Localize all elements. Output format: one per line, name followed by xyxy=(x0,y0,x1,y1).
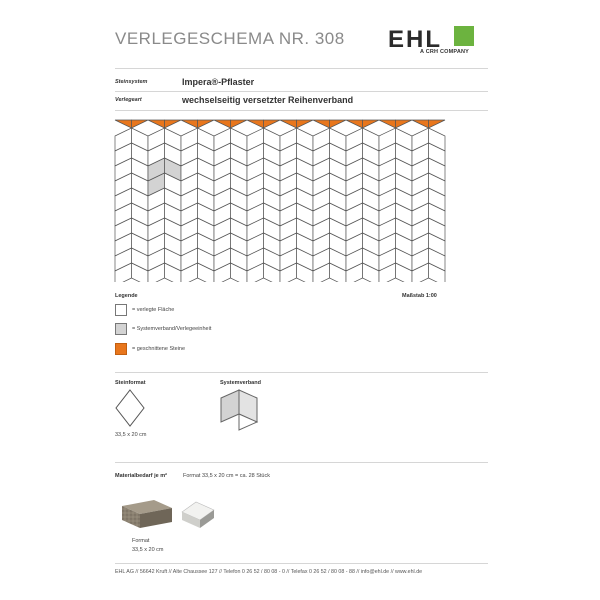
legend-swatch-cut xyxy=(115,343,127,355)
logo-subtitle: A CRH COMPANY xyxy=(420,49,470,55)
cut-stone xyxy=(165,120,182,128)
stone-format-icon xyxy=(113,388,147,428)
divider xyxy=(115,68,488,69)
cut-stone xyxy=(247,120,264,128)
cut-stone xyxy=(363,120,380,128)
systemverband-title: Systemverband xyxy=(220,380,261,386)
cut-stone xyxy=(198,120,215,128)
cut-stone xyxy=(429,120,446,128)
legend-text-unit: = Systemverband/Verlegeeinheit xyxy=(132,326,212,332)
legend-title: Legende xyxy=(115,293,138,299)
format-dims: 33,5 x 20 cm xyxy=(132,547,164,553)
steinsystem-label: Steinsystem xyxy=(115,79,148,85)
steinsystem-value: Impera®-Pflaster xyxy=(182,77,255,87)
logo-green-square xyxy=(454,26,474,46)
footer-contact: EHL AG // 56642 Kruft // Alte Chaussee 127 // Telefon 0 26 52 / 80 08 - 0 // Telefax 0 26 52 / 80 08 - 88 // info@ehl.de // www.ehl.de xyxy=(115,569,423,575)
cut-stone xyxy=(115,120,132,128)
cut-stone xyxy=(181,120,198,128)
cut-stone xyxy=(297,120,314,128)
steinformat-title: Steinformat xyxy=(115,380,146,386)
cut-stone xyxy=(396,120,413,128)
scale-label: Maßstab 1:00 xyxy=(402,293,437,299)
page-title: VERLEGESCHEMA NR. 308 xyxy=(115,29,345,48)
cut-stone xyxy=(330,120,347,128)
cut-stone xyxy=(313,120,330,128)
cut-stone xyxy=(412,120,429,128)
legend-text-laid: = verlegte Fläche xyxy=(132,307,175,313)
cut-stone xyxy=(280,120,297,128)
steinformat-dims: 33,5 x 20 cm xyxy=(115,432,147,438)
cut-stone xyxy=(346,120,363,128)
logo-wordmark: EHL xyxy=(388,26,442,53)
ehl-logo xyxy=(388,24,488,58)
cut-stone xyxy=(379,120,396,128)
material-title: Materialbedarf je m² xyxy=(115,473,167,479)
legend-text-cut: = geschnittene Steine xyxy=(132,346,186,352)
laying-pattern-drawing xyxy=(114,118,448,282)
cut-stone xyxy=(214,120,231,128)
verlegeart-value: wechselseitig versetzter Reihenverband xyxy=(182,95,354,105)
divider xyxy=(115,110,488,111)
legend-swatch-laid xyxy=(115,304,127,316)
divider xyxy=(115,372,488,373)
cut-stone xyxy=(264,120,281,128)
verlegeart-label: Verlegeart xyxy=(115,97,142,103)
legend-swatch-unit xyxy=(115,323,127,335)
paver-block-photo xyxy=(118,498,174,532)
cut-stone xyxy=(148,120,165,128)
divider xyxy=(115,563,488,564)
cut-stone xyxy=(132,120,149,128)
format-label: Format xyxy=(132,538,150,544)
divider xyxy=(115,91,488,92)
divider xyxy=(115,462,488,463)
paver-white-photo xyxy=(178,498,218,532)
system-unit-icon xyxy=(215,388,265,434)
material-text: Format 33,5 x 20 cm = ca. 28 Stück xyxy=(183,473,270,479)
cut-stone xyxy=(231,120,248,128)
